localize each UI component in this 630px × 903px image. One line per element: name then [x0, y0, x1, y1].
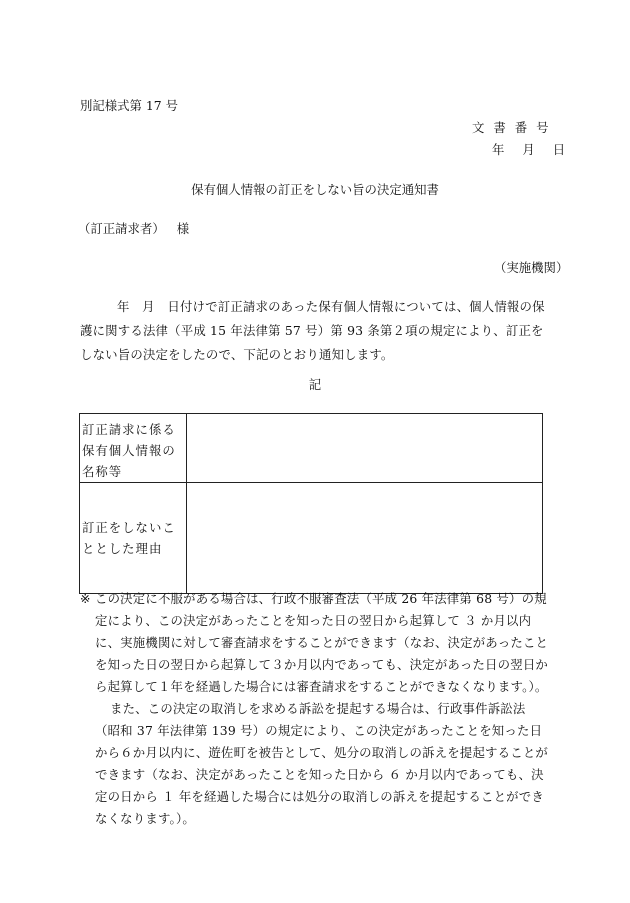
issuing-agency: （実施機関）	[494, 260, 569, 275]
recipient-line	[78, 219, 189, 237]
body-paragraph: 年 月 日付けで訂正請求のあった保有個人情報については、個人情報の保護に関する法律（平成 15 年法律第 57 号）第 93 条第２項の規定により、訂正をしない旨の決定をしたので、下記のとおり通知します。	[80, 299, 545, 362]
document-title: 保有個人情報の訂正をしない旨の決定通知書	[191, 182, 439, 197]
form-number: 別記様式第 17 号	[80, 98, 178, 113]
date-month: 月	[522, 142, 536, 157]
row2-label: 訂正をしないこととした理由	[80, 483, 187, 594]
note-block	[80, 588, 550, 830]
row2-value	[187, 483, 543, 594]
note-paragraph-1: この決定に不服がある場合は、行政不服審査法（平成 26 年法律第 68 号）の規定により、この決定があったことを知った日の翌日から起算して ３ か月以内に、実施機関に対して審査請求をすることができます（なお、決定があったことを知った日の翌日から起算して３か月以内であっても、決定があった日の翌日から起算して１年を経過した場合には審査請求をすることができなくなります。）。	[95, 591, 549, 694]
note-mark: ※	[80, 591, 91, 606]
date-day: 日	[552, 142, 567, 157]
document-number-label: 文書番号	[472, 120, 558, 135]
row1-label: 訂正請求に係る保有個人情報の名称等	[80, 414, 187, 483]
ki-heading: 記	[308, 377, 322, 392]
table-row	[80, 414, 543, 483]
date-year: 年	[492, 142, 506, 157]
recipient-name: （訂正請求者）	[78, 221, 165, 236]
row1-value	[187, 414, 543, 483]
recipient-honorific: 様	[176, 221, 190, 236]
decision-table	[79, 413, 543, 594]
note-paragraph-2: また、この決定の取消しを求める訴訟を提起する場合は、行政事件訴訟法（昭和 37 年法律第 139 号）の規定により、この決定があったことを知った日から６か月以内に、遊佐町を被告として、処分の取消しの訴えを提起することができます（なお、決定があったことを知った日から ６ か月以内であっても、決定の日から １ 年を経過した場合には処分の取消しの訴えを提起することができなくなります。）。	[95, 701, 549, 826]
table-row	[80, 483, 543, 594]
date-line	[492, 140, 566, 158]
